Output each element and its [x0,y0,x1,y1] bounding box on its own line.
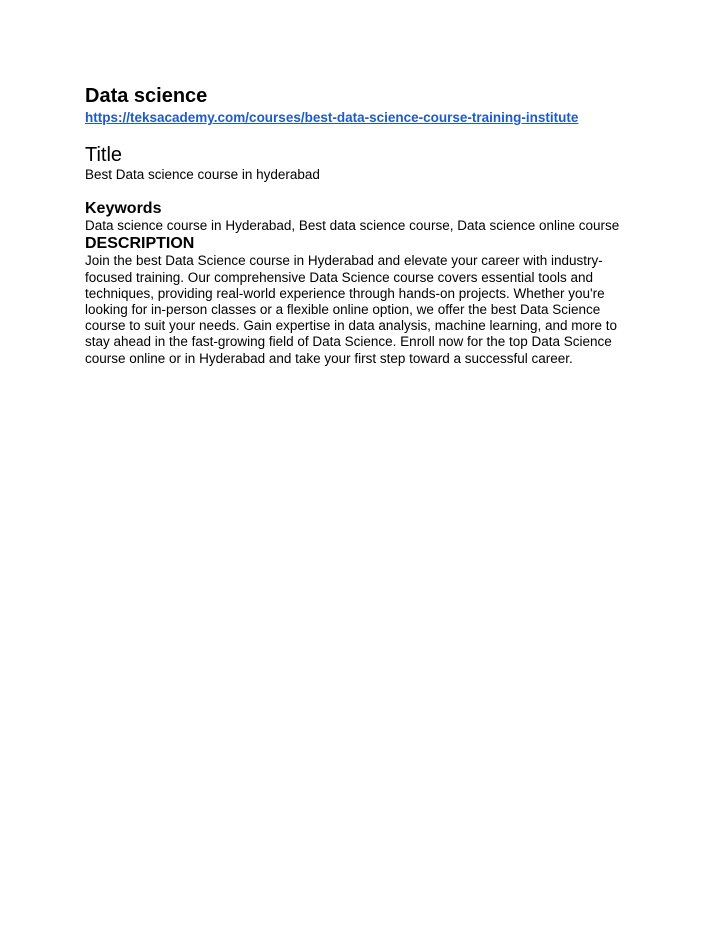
title-section [85,143,640,183]
keywords-text: Data science course in Hyderabad, Best data science course, Data science online course [85,218,620,234]
title-text: Best Data science course in hyderabad [85,167,320,182]
description-text: Join the best Data Science course in Hyderabad and elevate your career with industry-focused training. Our comprehensive Data Science course covers essential tools and techniques, providing real-world experience through hands-on projects. Whether you're looking for in-person classes or a flexible online option, we offer the best Data Science course to suit your needs. Gain expertise in data analysis, machine learning, and more to stay ahead in the fast-growing field of Data Science. Enroll now for the top Data Science course online or in Hyderabad and take your first step toward a successful career. [85,253,618,366]
course-url-link[interactable]: https://teksacademy.com/courses/best-data-science-course-training-institute [85,110,579,125]
document-page [85,84,640,367]
title-heading: Title [85,144,123,166]
document-title: Data science [85,85,208,107]
description-heading: DESCRIPTION [85,235,195,253]
keywords-section [85,200,640,234]
description-section [85,235,640,366]
keywords-heading: Keywords [85,200,162,218]
